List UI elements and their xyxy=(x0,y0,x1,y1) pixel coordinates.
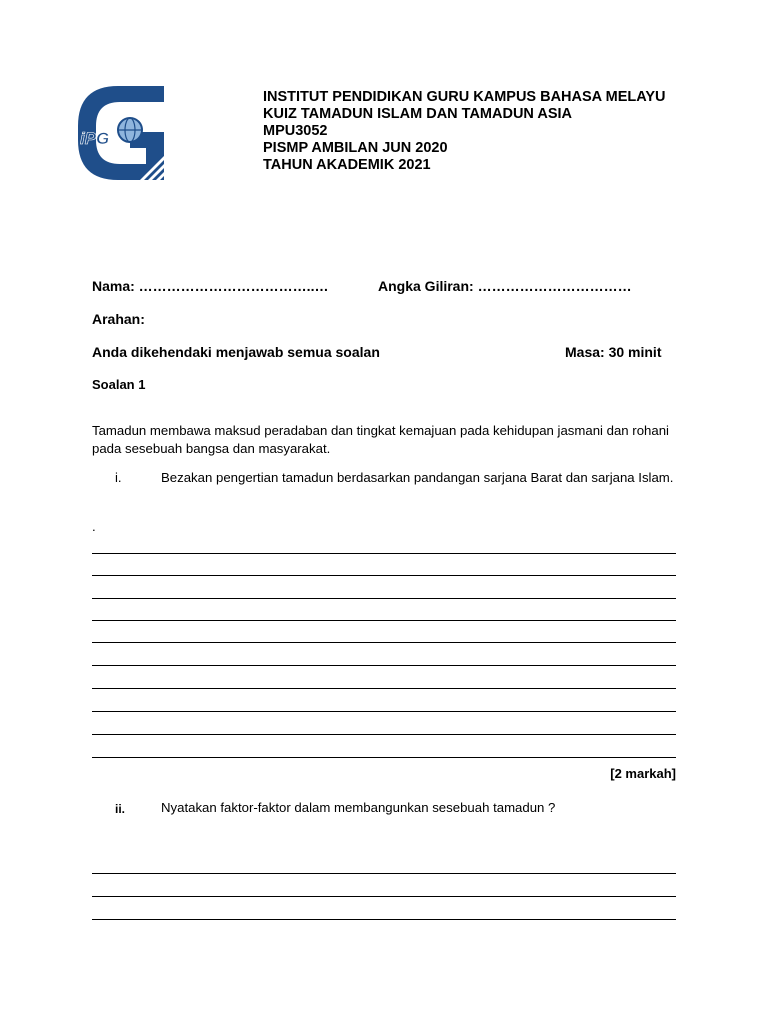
answer-line[interactable] xyxy=(92,642,676,643)
answer-line[interactable] xyxy=(92,919,676,920)
answer-line[interactable] xyxy=(92,711,676,712)
course-code: MPU3052 xyxy=(263,123,328,139)
answer-line[interactable] xyxy=(92,665,676,666)
answer-line[interactable] xyxy=(92,757,676,758)
academic-year: TAHUN AKADEMIK 2021 xyxy=(263,157,431,173)
document-header xyxy=(263,89,666,174)
answer-line[interactable] xyxy=(92,688,676,689)
arahan-label: Arahan: xyxy=(92,311,145,327)
question-title: Soalan 1 xyxy=(92,377,146,392)
subquestion-number: ii. xyxy=(115,802,126,816)
subquestion-text: Nyatakan faktor-faktor dalam membangunkan sesebuah tamadun ? xyxy=(161,800,556,815)
answer-line[interactable] xyxy=(92,575,676,576)
question-intro: Tamadun membawa maksud peradaban dan tingkat kemajuan pada kehidupan jasmani dan rohani pada sesebuah bangsa dan masyarakat. xyxy=(92,423,669,456)
logo-text: iPG xyxy=(80,129,110,148)
stray-dot: . xyxy=(92,519,96,534)
answer-line[interactable] xyxy=(92,620,676,621)
time-limit: Masa: 30 minit xyxy=(565,344,662,360)
answer-line[interactable] xyxy=(92,553,676,554)
nama-field[interactable]: Nama: ………………………………..… xyxy=(92,278,329,294)
answer-line[interactable] xyxy=(92,598,676,599)
subquestion-text: Bezakan pengertian tamadun berdasarkan pandangan sarjana Barat dan sarjana Islam. xyxy=(161,470,674,485)
institution-name: INSTITUT PENDIDIKAN GURU KAMPUS BAHASA MELAYU xyxy=(263,89,666,105)
angka-giliran-field[interactable]: Angka Giliran: …………………………… xyxy=(378,278,632,294)
arahan-text: Anda dikehendaki menjawab semua soalan xyxy=(92,344,380,360)
marks-label: [2 markah] xyxy=(610,766,676,781)
ipg-logo xyxy=(78,86,164,180)
subquestion-number: i. xyxy=(115,470,122,485)
answer-line[interactable] xyxy=(92,896,676,897)
quiz-title: KUIZ TAMADUN ISLAM DAN TAMADUN ASIA xyxy=(263,106,573,122)
answer-line[interactable] xyxy=(92,873,676,874)
program-intake: PISMP AMBILAN JUN 2020 xyxy=(263,140,448,156)
answer-line[interactable] xyxy=(92,734,676,735)
